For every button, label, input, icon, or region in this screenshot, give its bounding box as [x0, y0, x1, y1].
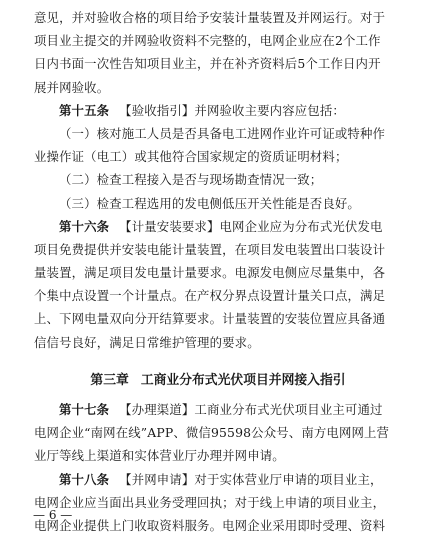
article-15-item: （三）检查工程选用的发电侧低压开关性能是否良好。 — [59, 195, 360, 211]
article-18-text: 对于实体营业厅申请的项目业主， — [194, 471, 383, 487]
paragraph-line: 项目业主提交的并网验收资料不完整的，电网企业应在2个工作 — [34, 33, 381, 49]
paragraph-line: 量装置，满足项目发电量计量要求。电源发电侧应尽量集中，各 — [34, 265, 386, 281]
article-15-heading-line — [34, 99, 402, 122]
paragraph-line: 个集中点设置一个计量点。在产权分界点设置计量关口点，满足 — [34, 288, 386, 304]
paragraph-line: 业厅等线上渠道和实体营业厅办理并网申请。 — [34, 448, 285, 464]
paragraph-line: 日内书面一次性告知项目业主，并在补齐资料后5个工作日内开 — [34, 56, 381, 72]
article-16-text: 电网企业应为分布式光伏发电 — [219, 218, 383, 234]
document-page — [34, 6, 402, 537]
chapter-title: 工商业分布式光伏项目并网接入指引 — [140, 372, 346, 388]
article-15-item-continuation: 业操作证（电工）或其他符合国家规定的资质证明材料； — [34, 149, 348, 165]
article-16-heading-line — [34, 215, 402, 238]
article-15-title: 【验收指引】 — [119, 102, 195, 118]
page-number: — 6 — — [33, 508, 73, 522]
paragraph-line: 电网企业应当面出具业务受理回执；对于线上申请的项目业主， — [34, 494, 386, 510]
paragraph-line: 电网企业“南网在线”APP、微信95598公众号、南方电网网上营 — [34, 425, 390, 441]
article-17-title: 【办理渠道】 — [119, 402, 195, 417]
article-16-title: 【计量安装要求】 — [119, 218, 220, 234]
chapter-heading — [34, 369, 402, 392]
paragraph-line: 展并网验收。 — [34, 79, 110, 95]
article-18-heading-line — [34, 468, 402, 491]
article-15-item: （二）检查工程接入是否与现场勘查情况一致； — [59, 172, 323, 188]
chapter-number: 第三章 — [90, 372, 129, 388]
article-15-text: 并网验收主要内容应包括： — [194, 102, 345, 118]
paragraph-line: 意见，并对验收合格的项目给予安装计量装置及并网运行。对于 — [34, 10, 386, 25]
paragraph-line: 电网企业提供上门收取资料服务。电网企业采用即时受理、资料 — [34, 517, 386, 533]
paragraph-line: 信信号良好，满足日常维护管理的要求。 — [34, 334, 260, 350]
article-15-number: 第十五条 — [59, 102, 110, 118]
article-18-title: 【并网申请】 — [119, 471, 195, 487]
article-17-number: 第十七条 — [59, 402, 110, 417]
article-17-heading-line — [34, 398, 402, 421]
paragraph-line: 项目免费提供并安装电能计量装置，在项目发电装置出口装设计 — [34, 241, 386, 257]
article-17-text: 工商业分布式光伏项目业主可通过 — [194, 402, 383, 417]
article-15-item: （一）核对施工人员是否具备电工进网作业许可证或特种作 — [59, 125, 386, 141]
paragraph-line: 上、下网电量双向分开结算要求。计量装置的安装位置应具备通 — [34, 311, 386, 327]
article-18-number: 第十八条 — [59, 471, 110, 487]
article-16-number: 第十六条 — [59, 218, 110, 234]
